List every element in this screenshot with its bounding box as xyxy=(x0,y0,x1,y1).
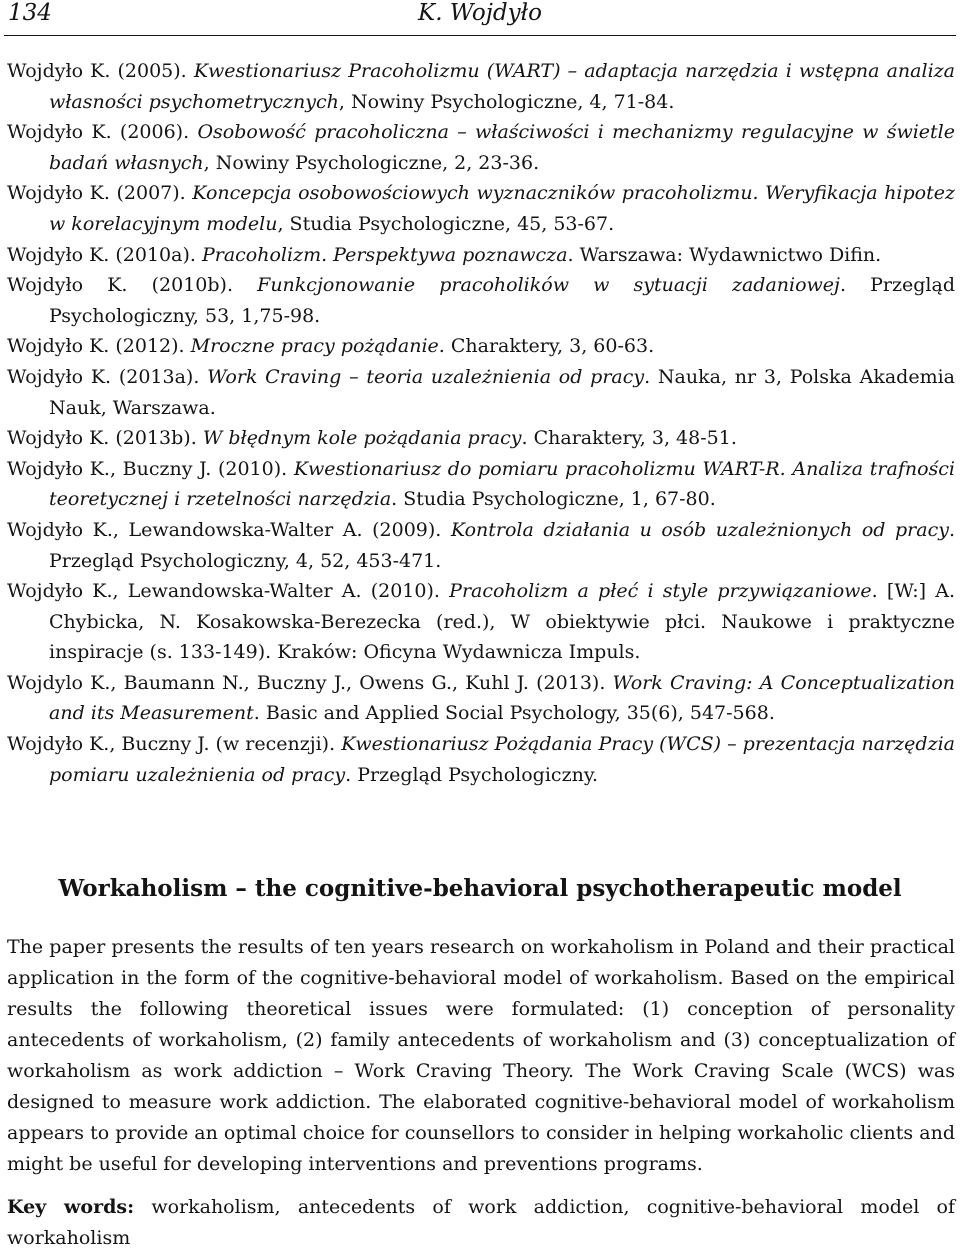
reference-authors: Wojdyło K. (2010a). xyxy=(7,243,202,266)
reference-source: , Nowiny Psychologiczne, 2, 23-36. xyxy=(203,151,540,174)
reference-authors: Wojdyło K. (2006). xyxy=(7,121,198,144)
reference-source: , Studia Psychologiczne, 45, 53-67. xyxy=(277,212,615,235)
reference-authors: Wojdyło K. (2012). xyxy=(7,335,191,358)
reference-source: . Przegląd Psychologiczny, 53, 1,75-98. xyxy=(49,274,955,327)
reference-title: Kwestionariusz Pożądania Pracy (WCS) – prezentacja narzędzia pomiaru uzależnienia od pracy xyxy=(49,733,955,786)
reference-source: . Charaktery, 3, 60-63. xyxy=(438,335,655,358)
reference-title: Funkcjonowanie pracoholików w sytuacji zadaniowej xyxy=(257,274,840,297)
reference-authors: Wojdyło K. (2013a). xyxy=(7,365,208,388)
reference-authors: Wojdyło K. (2005). xyxy=(7,60,194,82)
reference-title: Work Craving: A Conceptualization and its Measurement xyxy=(49,671,955,725)
reference-title: Pracoholizm a płeć i style przywiązaniowe xyxy=(449,580,872,603)
reference-list xyxy=(7,56,955,790)
running-title: K. Wojdyło xyxy=(418,0,542,26)
abstract-body: The paper presents the results of ten years research on workaholism in Poland and their practical application in the form of the cognitive-behavioral model of workaholism. Based on the empirical results the following theoretical issues were formulated: (1) conception of personality antecedents of workaholism, (2) family antecedents of workaholism and (3) conceptualization of workaholism as work addiction – Work Craving Theory. The Work Craving Scale (WCS) was designed to measure work addiction. The elaborated cognitive-behavioral model of workaholism appears to provide an optimal choice for counsellors to consider in helping workaholic clients and might be useful for developing interventions and preventions programs. xyxy=(7,936,955,1175)
reference-title: W błędnym kole pożądania pracy xyxy=(202,427,522,450)
reference-entry xyxy=(7,515,955,576)
reference-title: Kontrola działania u osób uzależnionych od pracy xyxy=(450,518,949,541)
reference-entry xyxy=(7,423,955,454)
keywords-text: workaholism, antecedents of work addiction, cognitive-behavioral model of workaholism xyxy=(7,1196,955,1249)
reference-authors: Wojdyło K., Lewandowska-Walter A. (2010). xyxy=(7,580,450,603)
reference-entry xyxy=(7,576,955,668)
keywords xyxy=(7,1192,955,1254)
reference-authors: Wojdyło K. (2013b). xyxy=(7,427,203,450)
reference-entry xyxy=(7,117,955,178)
header-rule xyxy=(4,35,956,36)
reference-source: . Warszawa: Wydawnictwo Difin. xyxy=(567,243,882,266)
reference-source: . Przegląd Psychologiczny, 4, 52, 453-471. xyxy=(49,518,955,572)
reference-source: . [W:] A. Chybicka, N. Kosakowska-Berezecka (red.), W obiektywie płci. Naukowe i praktyczne inspiracje (s. 133-149). Kraków: Oficyna Wydawnicza Impuls. xyxy=(49,580,956,664)
reference-entry xyxy=(7,668,955,729)
reference-entry xyxy=(7,240,955,271)
reference-title: Pracoholizm. Perspektywa poznawcza xyxy=(201,243,568,266)
reference-source: . Charaktery, 3, 48-51. xyxy=(521,427,737,450)
keywords-label: Key words: xyxy=(7,1196,135,1218)
reference-entry xyxy=(7,56,955,117)
reference-entry xyxy=(7,362,955,423)
reference-entry xyxy=(7,270,955,331)
reference-source: . Studia Psychologiczne, 1, 67-80. xyxy=(391,488,716,511)
reference-authors: Wojdyło K., Lewandowska-Walter A. (2009). xyxy=(7,518,451,541)
reference-title: Work Craving – teoria uzależnienia od pracy xyxy=(207,365,645,388)
reference-entry xyxy=(7,331,955,362)
reference-source: . Przegląd Psychologiczny. xyxy=(345,763,599,786)
abstract-title: Workaholism – the cognitive-behavioral psychotherapeutic model xyxy=(58,875,902,902)
reference-source: , Nowiny Psychologiczne, 4, 71-84. xyxy=(338,90,675,113)
reference-title: Koncepcja osobowościowych wyznaczników pracoholizmu. Weryfikacja hipotez w korelacyjnym modelu xyxy=(49,182,955,235)
reference-title: Mroczne pracy pożądanie xyxy=(190,335,439,358)
reference-authors: Wojdyło K., Buczny J. (2010). xyxy=(7,457,294,480)
reference-entry xyxy=(7,729,955,790)
reference-source: . Basic and Applied Social Psychology, 35(6), 547-568. xyxy=(253,702,775,725)
reference-authors: Wojdyło K., Buczny J. (w recenzji). xyxy=(7,733,342,756)
reference-title: Kwestionariusz do pomiaru pracoholizmu WART-R. Analiza trafności teoretycznej i rzetelności narzędzia xyxy=(49,457,955,511)
reference-authors: Wojdyło K. (2007). xyxy=(7,182,193,205)
reference-authors: Wojdyło K. (2010b). xyxy=(7,274,258,297)
reference-source: . Nauka, nr 3, Polska Akademia Nauk, Warszawa. xyxy=(49,365,955,419)
reference-entry xyxy=(7,178,955,239)
page-header xyxy=(0,0,960,36)
reference-title: Osobowość pracoholiczna – właściwości i mechanizmy regulacyjne w świetle badań własnych xyxy=(49,121,955,174)
reference-title: Kwestionariusz Pracoholizmu (WART) – adaptacja narzędzia i wstępna analiza własności psychometrycznych xyxy=(49,60,955,113)
reference-entry xyxy=(7,454,955,515)
reference-authors: Wojdylo K., Baumann N., Buczny J., Owens G., Kuhl J. (2013). xyxy=(7,671,613,694)
page-number: 134 xyxy=(8,0,52,26)
